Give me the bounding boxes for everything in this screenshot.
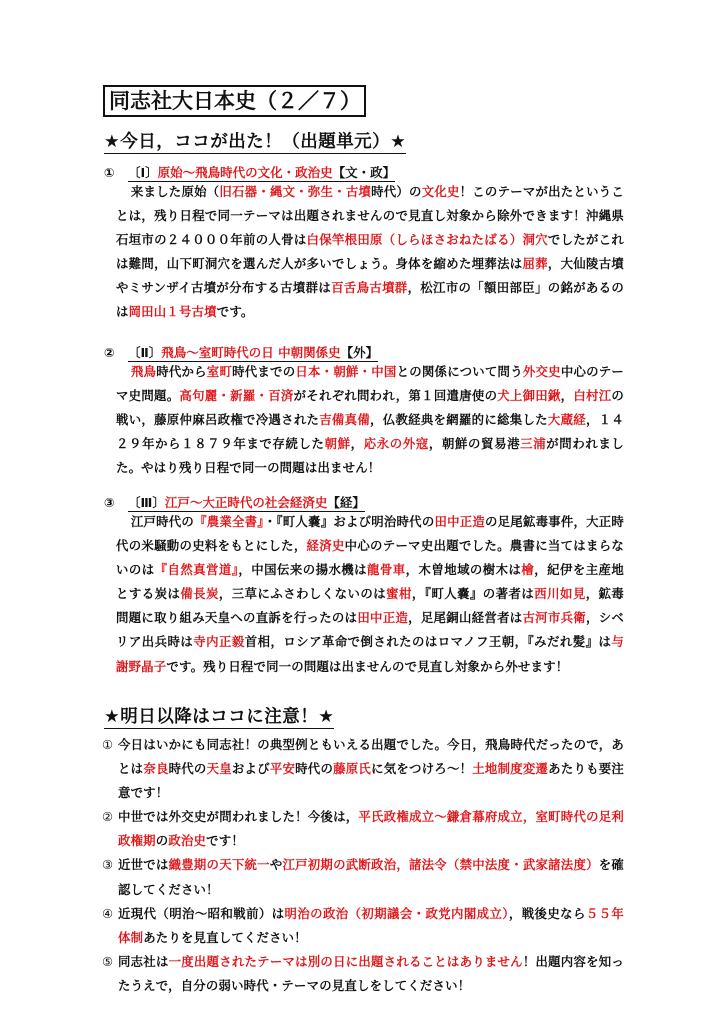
list-item: [104, 902, 624, 950]
text-run: ，仏教経典を網羅的に総集した: [370, 412, 548, 428]
text-run: です。: [216, 304, 254, 320]
section-tag: 【経】: [327, 495, 365, 510]
highlighted-term: 応永の外寇: [363, 436, 429, 452]
text-run: 首相，ロシア革命で倒されたのはロマノフ王朝，『みだれ髪』は: [244, 634, 612, 650]
text-run: 時代）の: [371, 184, 422, 199]
list-item: [104, 950, 624, 998]
highlighted-term: 日本・朝鮮・中国: [295, 364, 397, 379]
text-run: 来ました原始（: [130, 184, 220, 199]
section-3-heading: [104, 493, 365, 511]
text-run: に気をつけろ～！: [371, 761, 473, 777]
text-run: ，『町人嚢』の著者は: [411, 586, 535, 602]
highlighted-term: 旧石器・縄文・弥生・古墳: [219, 184, 372, 199]
section-2-heading: [104, 343, 378, 361]
heading-today: [104, 128, 406, 153]
highlighted-term: 『自然真営道』: [154, 562, 239, 578]
heading-future-text: ★明日以降はココに注意！★: [104, 707, 335, 727]
text-run: ，朝鮮の貿易港: [428, 436, 521, 452]
text-run: 時代の: [168, 761, 207, 777]
highlighted-term: 百舌鳥古墳群: [331, 280, 408, 296]
text-run: 時代から: [156, 364, 207, 379]
highlighted-term: 備長炭: [180, 586, 219, 602]
section-period: 原始～飛鳥時代の文化・政治史: [157, 165, 333, 180]
highlighted-term: 政治史: [168, 833, 207, 849]
text-run: です！: [206, 833, 244, 849]
section-number: ①: [104, 165, 115, 180]
text-run: が問われました。やはり残り日程で同一の問題は出ません！: [116, 436, 625, 476]
text-run: ，紀伊を主産地とする炭は: [116, 562, 625, 602]
section-bracket: 〔Ⅲ〕: [128, 495, 165, 510]
text-run: 今日はいかにも同志社！の典型例ともいえる出題でした。今日，飛鳥時代だったので，あとは: [118, 737, 624, 777]
text-run: 中心のテーマ史出題でした。農書に当てはまらないのは: [116, 538, 624, 578]
highlighted-term: 飛鳥: [130, 364, 157, 379]
list-item-text: [118, 906, 624, 945]
future-list: [104, 733, 624, 998]
highlighted-term: 白村江: [573, 388, 612, 404]
text-run: ，鉱毒問題に取り組み天皇への直訴を行ったのは: [116, 586, 624, 626]
list-marker: ①: [102, 737, 114, 752]
text-run: 同志社は: [118, 953, 169, 969]
highlighted-term: 外交史: [522, 364, 561, 379]
highlighted-term: 江戸初期の武断政治，諸法令（禁中法度・武家諸法度）: [282, 857, 599, 873]
section-period: 江戸～大正時代の社会経済史: [164, 495, 328, 510]
text-run: がそれぞれ問われ，第１回遣唐使の: [293, 388, 498, 404]
list-marker: ③: [102, 857, 114, 873]
section-tag: 【文・政】: [332, 165, 396, 180]
heading-today-text: ★今日，ココが出た！（出題単元）★: [104, 132, 407, 152]
heading-future: [104, 703, 334, 728]
highlighted-term: 与謝野晶子: [116, 634, 624, 674]
highlighted-term: 天皇: [206, 761, 232, 777]
list-marker: ②: [102, 809, 114, 825]
text-run: を確認してください！: [118, 857, 625, 897]
text-run: ，中国伝来の揚水機は: [238, 562, 368, 578]
section-number: ③: [104, 495, 115, 510]
highlighted-term: 屈葬: [522, 256, 548, 272]
highlighted-term: 明治の政治（初期議会・政党内閣成立）: [284, 905, 509, 921]
list-marker: ④: [102, 905, 114, 921]
highlighted-term: 『農業全書』: [194, 514, 264, 529]
highlighted-term: 経済史: [306, 538, 345, 554]
text-run: ，戦後史なら: [508, 905, 586, 921]
highlighted-term: 土地制度変遷: [472, 761, 549, 777]
text-run: ，木曽地域の樹木は: [405, 562, 522, 578]
list-item-text: [118, 737, 624, 800]
list-marker: ⑤: [102, 953, 114, 969]
text-run: あたりを見直してください！: [143, 929, 307, 945]
text-run: でしたがこれは難問，山下町洞穴を選んだ人が多いでしょう。身体を縮めた埋葬法は: [116, 232, 625, 272]
highlighted-term: 西川如見: [534, 586, 586, 602]
highlighted-term: 大蔵経: [547, 412, 586, 428]
highlighted-term: 蜜柑: [386, 586, 412, 602]
text-run: ，１４２９年から１８７９年まで存続した: [116, 412, 624, 452]
section-number: ②: [104, 345, 115, 360]
highlighted-term: 檜: [521, 562, 535, 578]
section-2-body: [116, 360, 624, 480]
text-run: 江戸時代の: [130, 514, 195, 529]
text-run: ，大仙陵古墳やミサンザイ古墳が分布する古墳群は: [116, 256, 624, 296]
list-item-text: [118, 954, 624, 993]
text-run: の戦い，藤原仲麻呂政権で冷遇された: [116, 388, 625, 428]
list-item-text: [118, 857, 624, 896]
highlighted-term: 犬上御田鍬: [497, 388, 561, 404]
section-3-body: [116, 510, 624, 679]
text-run: ，松江市の「額田部臣」の銘があるのは: [116, 280, 625, 320]
highlighted-term: 吉備真備: [319, 412, 371, 428]
page-title: 同志社大日本史（２／７）: [103, 85, 366, 117]
highlighted-term: 朝鮮: [324, 436, 351, 452]
highlighted-term: 平氏政権成立～鎌倉幕府成立，室町時代の足利政権期: [118, 809, 624, 849]
list-item-text: [118, 809, 624, 848]
section-1-heading: [104, 163, 395, 181]
highlighted-term: ５５年体制: [118, 905, 624, 945]
text-run: および: [231, 761, 270, 777]
text-run: ，三草にふさわしくないのは: [218, 586, 387, 602]
list-item: [104, 853, 624, 901]
highlighted-term: 田中正造: [434, 514, 486, 529]
highlighted-term: 一度出題されたテーマは別の日に出題されることはありません: [168, 953, 523, 969]
list-item: [104, 733, 624, 805]
text-run: あたりも要注意です！: [118, 761, 625, 801]
highlighted-term: 藤原氏: [333, 761, 372, 777]
text-run: 近現代（明治～昭和戦前）は: [118, 905, 285, 921]
text-run: ，シベリア出兵時は: [116, 610, 624, 650]
list-item: [104, 805, 624, 853]
text-run: 近世では: [118, 857, 169, 873]
text-run: です。残り日程で同一の問題は出ませんので見直し対象から外せます！: [166, 658, 569, 674]
text-run: や: [269, 857, 283, 873]
section-period: 飛鳥～室町時代の日 中朝関係史: [161, 345, 341, 360]
section-1-body: [116, 180, 624, 325]
highlighted-term: 龍骨車: [367, 562, 406, 578]
text-run: の足尾鉱毒事件，大正時代の米騒動の史料をもとにした，: [116, 514, 625, 554]
text-run: 中心のテーマ史問題。: [116, 364, 625, 404]
text-run: の: [155, 833, 169, 849]
highlighted-term: 古河市兵衛: [522, 610, 586, 626]
text-run: 時代までの: [232, 364, 296, 379]
text-run: ，足尾銅山経営者は: [408, 610, 523, 626]
text-run: 時代の: [295, 761, 334, 777]
highlighted-term: 織豊期の天下統一: [168, 857, 270, 873]
highlighted-term: 室町: [206, 364, 233, 379]
text-run: ！出題内容を知ったうえで，自分の弱い時代・テーマの見直しをしてください！: [118, 953, 624, 993]
text-run: との関係について問う: [396, 364, 523, 379]
highlighted-term: 寺内正毅: [193, 634, 245, 650]
highlighted-term: 文化史: [421, 184, 460, 199]
text-run: ，: [560, 388, 574, 404]
text-run: ！このテーマが出たということは，残り日程で同一テーマは出題されませんので見直し対象から除外できます！沖縄県石垣市の２４０００年前の人骨は: [116, 184, 624, 248]
highlighted-term: 白保竿根田原（しらほさおねたばる）洞穴: [306, 232, 548, 248]
highlighted-term: 岡田山１号古墳: [128, 304, 217, 320]
section-bracket: 〔Ⅰ〕: [128, 165, 158, 180]
section-bracket: 〔Ⅱ〕: [128, 345, 162, 360]
text-run: ・『町人嚢』および明治時代の: [263, 514, 435, 529]
highlighted-term: 平安: [269, 761, 296, 777]
section-tag: 【外】: [340, 345, 379, 360]
highlighted-term: 高句麗・新羅・百済: [179, 388, 294, 404]
text-run: 中世では外交史が問われました！今後は，: [118, 809, 359, 825]
highlighted-term: 三浦: [520, 436, 547, 452]
text-run: ，: [350, 436, 364, 452]
highlighted-term: 奈良: [143, 761, 169, 777]
highlighted-term: 田中正造: [357, 610, 409, 626]
